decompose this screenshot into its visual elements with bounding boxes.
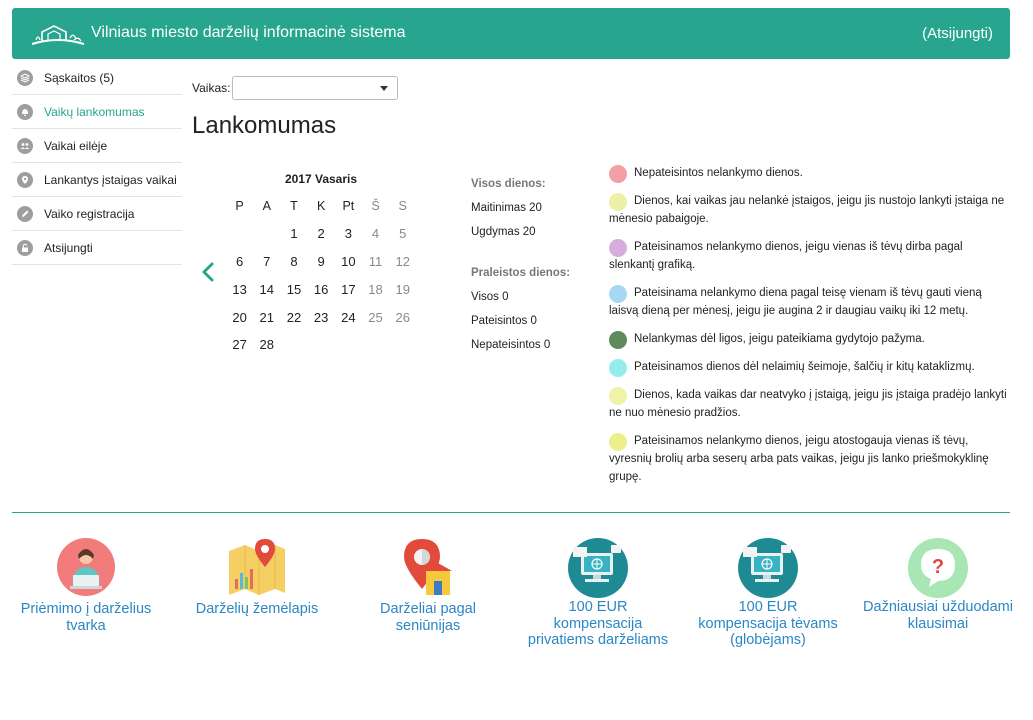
footer-link-map[interactable]: [182, 537, 332, 618]
education-count: Ugdymas 20: [471, 226, 536, 238]
calendar-day[interactable]: 11: [368, 253, 383, 269]
footer-link-label: Darželiai pagal seniūnijas: [380, 601, 476, 634]
legend-color-dot: [609, 433, 627, 451]
sidebar-item-label: Vaikai eilėje: [44, 138, 108, 153]
child-filter: [192, 76, 398, 100]
sidebar-item-attending-children[interactable]: [12, 163, 182, 197]
legend-item: [609, 238, 1009, 274]
missed-excused-count: Pateisintos 0: [471, 315, 537, 327]
sidebar-nav: [12, 61, 182, 265]
calendar-day[interactable]: 10: [341, 253, 356, 269]
legend-text: Pateisinama nelankymo diena pagal teisę vienam iš tėvų gauti vieną laisvą dieną per mėnesį, jeigu jie augina 2 ir daugiau vaikų iki 12 metų.: [609, 287, 982, 317]
legend-color-dot: [609, 285, 627, 303]
legend-color-dot: [609, 359, 627, 377]
calendar-day[interactable]: 13: [232, 281, 247, 297]
calendar-grid: [226, 192, 416, 359]
users-icon: [17, 138, 33, 154]
footer-link-label: Darželių žemėlapis: [195, 601, 319, 617]
calendar-day[interactable]: 14: [259, 281, 275, 297]
sidebar-item-attendance[interactable]: [12, 95, 182, 129]
bell-icon: [17, 104, 33, 120]
legend-text: Nelankymas dėl ligos, jeigu pateikiama gydytojo pažyma.: [634, 333, 925, 345]
kindergarten-logo-icon: [28, 18, 88, 50]
footer-link-label: 100 EUR kompensacija tėvams (globėjams): [698, 599, 838, 648]
calendar-blank: [253, 220, 280, 248]
sidebar-item-label: Sąskaitos (5): [44, 70, 115, 85]
calendar-day[interactable]: 23: [313, 309, 329, 325]
calendar-day[interactable]: 2: [317, 226, 325, 242]
legend-color-dot: [609, 239, 627, 257]
district-icon: [396, 537, 460, 599]
calendar-weekday: Š: [371, 198, 380, 213]
legend-item: [609, 432, 1009, 486]
calendar-day[interactable]: 24: [341, 309, 356, 325]
sidebar-item-queue[interactable]: [12, 129, 182, 163]
calendar-day[interactable]: 21: [259, 309, 275, 325]
sidebar-item-invoices[interactable]: [12, 61, 182, 95]
calendar-day[interactable]: 1: [290, 226, 298, 242]
calendar-day[interactable]: 25: [368, 309, 383, 325]
pencil-icon: [17, 206, 33, 222]
legend-text: Nepateisintos nelankymo dienos.: [634, 167, 803, 179]
calendar-month-title: 2017 Vasaris: [284, 172, 358, 186]
calendar-day[interactable]: 28: [259, 337, 275, 353]
footer-link-label: Priėmimo į darželius tvarka: [20, 601, 152, 634]
calendar-weekday: T: [290, 198, 298, 213]
legend-color-dot: [609, 331, 627, 349]
calendar-prev-month-button[interactable]: [199, 261, 217, 283]
calendar-blank: [226, 220, 253, 248]
footer-link-admission[interactable]: [11, 537, 161, 634]
calendar-day[interactable]: 16: [313, 281, 329, 297]
footer-link-label: 100 EUR kompensacija privatiems darželiams: [527, 599, 669, 648]
missed-all-count: Visos 0: [471, 291, 509, 303]
calendar-weekday: Pt: [342, 198, 355, 213]
location-pin-icon: [17, 172, 33, 188]
legend-item: [609, 284, 1009, 320]
map-icon: [225, 537, 289, 597]
legend-text: Dienos, kai vaikas jau nelankė įstaigos, jeigu jis nustojo lankyti įstaiga ne mėnesio pabaigoje.: [609, 195, 1005, 225]
attendance-legend: [609, 164, 1009, 496]
calendar-weekday: S: [398, 198, 407, 213]
footer-link-districts[interactable]: [353, 537, 503, 634]
calendar-day[interactable]: 8: [290, 253, 298, 269]
sidebar-item-label: Lankantys įstaigas vaikai: [44, 172, 177, 187]
calendar-day[interactable]: 20: [232, 309, 247, 325]
top-header: [12, 8, 1010, 59]
attendance-stats: [471, 172, 570, 357]
sidebar-item-label: Vaiko registracija: [44, 206, 135, 221]
legend-text: Dienos, kada vaikas dar neatvyko į įstaigą, jeigu jis įstaiga pradėjo lankyti ne nuo mėnesio pradžios.: [609, 389, 1007, 419]
logout-link[interactable]: (Atsijungti): [922, 25, 993, 42]
legend-text: Pateisinamos nelankymo dienos, jeigu vienas iš tėvų dirba pagal slenkantį grafiką.: [609, 241, 963, 271]
legend-text: Pateisinamos dienos dėl nelaimių šeimoje, šalčių ir kitų kataklizmų.: [634, 361, 975, 373]
footer-link-label: Dažniausiai užduodami klausimai: [863, 599, 1013, 632]
child-select[interactable]: [232, 76, 398, 100]
calendar-day[interactable]: 5: [399, 226, 407, 242]
sidebar-item-logout[interactable]: [12, 231, 182, 265]
admission-icon: [56, 537, 116, 597]
faq-icon: [907, 537, 969, 599]
svg-text:?: ?: [931, 556, 945, 578]
missed-unexcused-count: Nepateisintos 0: [471, 339, 551, 351]
footer-link-compensation-parents[interactable]: [693, 537, 843, 649]
calendar-day[interactable]: 26: [395, 309, 410, 325]
calendar-day[interactable]: 17: [341, 281, 356, 297]
compensation-parents-icon: [737, 537, 799, 599]
calendar-day[interactable]: 15: [286, 281, 302, 297]
sidebar-item-registration[interactable]: [12, 197, 182, 231]
unlock-icon: [17, 240, 33, 256]
calendar-day[interactable]: 3: [344, 226, 352, 242]
calendar-weekday: A: [262, 198, 271, 213]
sidebar-item-label: Atsijungti: [44, 240, 93, 255]
layers-icon: [17, 70, 33, 86]
legend-color-dot: [609, 193, 627, 211]
legend-item: [609, 330, 1009, 348]
calendar-day[interactable]: 27: [232, 337, 247, 353]
footer-link-faq[interactable]: [863, 537, 1013, 632]
calendar-weekday: P: [235, 198, 244, 213]
footer-divider: [12, 512, 1010, 513]
legend-text: Pateisinamos nelankymo dienos, jeigu atostogauja vienas iš tėvų, vyresnių brolių arba seserų arba pats vaikas, jeigu jis lanko priešmokyklinę grupę.: [609, 435, 989, 483]
missed-days-header: Praleistos dienos:: [471, 267, 571, 279]
compensation-private-icon: [567, 537, 629, 599]
legend-color-dot: [609, 165, 627, 183]
legend-item: [609, 164, 1009, 182]
legend-item: [609, 358, 1009, 376]
page-title: Lankomumas: [192, 112, 337, 139]
calendar-day[interactable]: 4: [371, 226, 380, 242]
calendar-day[interactable]: 9: [317, 253, 325, 269]
calendar-day[interactable]: 7: [263, 253, 271, 269]
child-select-label: Vaikas:: [192, 81, 231, 95]
sidebar-item-label: Vaikų lankomumas: [44, 104, 145, 119]
legend-color-dot: [609, 387, 627, 405]
calendar-day[interactable]: 6: [235, 253, 244, 269]
calendar-day[interactable]: 22: [286, 309, 302, 325]
app-title: Vilniaus miesto darželių informacinė sistema: [91, 24, 406, 41]
all-days-header: Visos dienos:: [471, 178, 546, 190]
calendar-day[interactable]: 18: [368, 281, 383, 297]
calendar-day[interactable]: 12: [395, 253, 410, 269]
legend-item: [609, 192, 1009, 228]
footer-link-compensation-private[interactable]: [523, 537, 673, 649]
legend-item: [609, 386, 1009, 422]
calendar-day[interactable]: 19: [395, 281, 410, 297]
meals-count: Maitinimas 20: [471, 202, 542, 214]
calendar-weekday: K: [316, 198, 326, 213]
